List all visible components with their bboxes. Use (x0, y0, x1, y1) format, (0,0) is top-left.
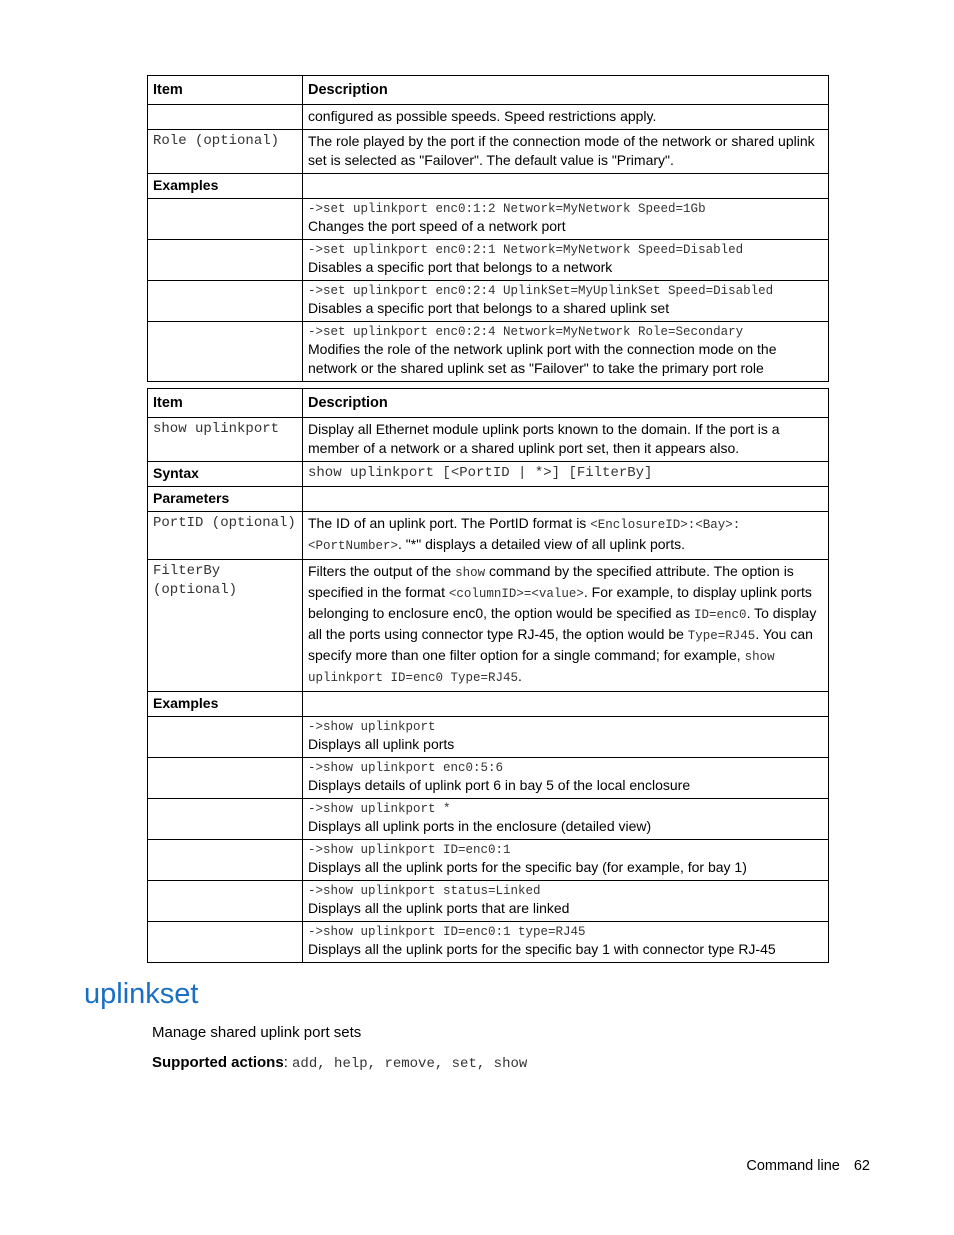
example-row (148, 799, 829, 840)
text: . To display all the ports using connector type RJ-45, the option would be (308, 605, 817, 642)
code: ID=enc0 (694, 608, 747, 622)
example-row (148, 840, 829, 881)
table-row (148, 174, 829, 199)
syntax-label: Syntax (148, 462, 303, 487)
actions-separator: : (283, 1054, 293, 1071)
code: <EnclosureID>:<Bay>:<PortNumber> (308, 518, 741, 553)
example-description: Disables a specific port that belongs to a shared uplink set (308, 300, 670, 316)
example-command: ->show uplinkport ID=enc0:1 type=RJ45 (308, 925, 586, 939)
example-command: ->set uplinkport enc0:2:4 Network=MyNetwork Role=Secondary (308, 325, 744, 339)
actions-label: Supported actions (152, 1054, 284, 1071)
example-cell (303, 240, 829, 281)
table-row (148, 512, 829, 560)
example-row (148, 881, 829, 922)
example-row (148, 322, 829, 382)
actions-value: add, help, remove, set, show (292, 1056, 528, 1072)
role-param: Role (optional) (148, 130, 303, 174)
example-description: Displays all the uplink ports for the specific bay 1 with connector type RJ-45 (308, 941, 776, 957)
text: command by the specified attribute. The option is specified in the format (308, 563, 794, 600)
description-cell (303, 174, 829, 199)
example-row (148, 199, 829, 240)
page-footer (746, 1158, 870, 1174)
set-uplinkport-table (147, 75, 829, 382)
example-description: Changes the port speed of a network port (308, 218, 566, 234)
code: <columnID>=<value> (448, 587, 584, 601)
example-cell (303, 922, 829, 963)
example-cell (303, 322, 829, 382)
role-description: The role played by the port if the connection mode of the network or shared uplink set is selected as "Failover". The default value is "Primary". (303, 130, 829, 174)
example-description: Disables a specific port that belongs to a network (308, 259, 613, 275)
example-command: ->show uplinkport (308, 720, 436, 734)
example-description: Modifies the role of the network uplink port with the connection mode on the network or the shared uplink set as "Failover" to take the primary port role (308, 341, 777, 376)
supported-actions (152, 1054, 527, 1072)
text: . You can specify more than one filter option for a single command; for example, (308, 626, 813, 663)
table-row (148, 560, 829, 692)
table-row (148, 692, 829, 717)
example-description: Displays all uplink ports (308, 736, 455, 752)
footer-section: Command line (746, 1158, 840, 1174)
section-title: uplinkset (84, 978, 199, 1010)
example-row (148, 758, 829, 799)
example-cell (303, 281, 829, 322)
example-description: Displays all uplink ports in the enclosure (detailed view) (308, 818, 652, 834)
portid-description (303, 512, 829, 560)
item-cell (148, 717, 303, 758)
table-row (148, 462, 829, 487)
text: The ID of an uplink port. The PortID format is (308, 515, 591, 531)
description-cell (303, 692, 829, 717)
portid-param: PortID (optional) (148, 512, 303, 560)
example-command: ->set uplinkport enc0:2:4 UplinkSet=MyUplinkSet Speed=Disabled (308, 284, 774, 298)
table-row (148, 105, 829, 130)
example-description: Displays details of uplink port 6 in bay 5 of the local enclosure (308, 777, 691, 793)
table-header-row (148, 389, 829, 418)
header-description: Description (303, 389, 829, 418)
text: . For example, to display uplink ports belonging to enclosure enc0, the option would be specified as (308, 584, 812, 621)
table-row (148, 487, 829, 512)
text: . "*" displays a detailed view of all uplink ports. (398, 536, 685, 552)
item-cell (148, 881, 303, 922)
item-cell (148, 799, 303, 840)
code: show (455, 566, 486, 580)
item-cell (148, 199, 303, 240)
example-cell (303, 840, 829, 881)
item-cell (148, 240, 303, 281)
text: . (518, 668, 522, 684)
example-description: Displays all the uplink ports for the specific bay (for example, for bay 1) (308, 859, 747, 875)
item-cell (148, 281, 303, 322)
text: Filters the output of the (308, 563, 456, 579)
example-cell (303, 881, 829, 922)
example-row (148, 281, 829, 322)
code: show uplinkport ID=enc0 Type=RJ45 (308, 650, 775, 685)
examples-label: Examples (148, 174, 303, 199)
example-command: ->show uplinkport * (308, 802, 451, 816)
example-row (148, 240, 829, 281)
header-description: Description (303, 76, 829, 105)
table-row (148, 418, 829, 462)
example-command: ->show uplinkport ID=enc0:1 (308, 843, 511, 857)
example-row (148, 922, 829, 963)
example-command: ->show uplinkport enc0:5:6 (308, 761, 504, 775)
filterby-description (303, 560, 829, 692)
code: Type=RJ45 (687, 629, 756, 643)
description-cell (303, 487, 829, 512)
item-cell (148, 105, 303, 130)
parameters-label: Parameters (148, 487, 303, 512)
table-header-row (148, 76, 829, 105)
header-item: Item (148, 76, 303, 105)
item-cell (148, 758, 303, 799)
syntax-value: show uplinkport [<PortID | *>] [FilterBy] (303, 462, 829, 487)
page-number: 62 (853, 1158, 870, 1174)
example-cell (303, 199, 829, 240)
command-item: show uplinkport (148, 418, 303, 462)
examples-label: Examples (148, 692, 303, 717)
example-command: ->set uplinkport enc0:1:2 Network=MyNetwork Speed=1Gb (308, 202, 706, 216)
header-item: Item (148, 389, 303, 418)
example-row (148, 717, 829, 758)
description-cell: configured as possible speeds. Speed restrictions apply. (303, 105, 829, 130)
example-cell (303, 758, 829, 799)
example-cell (303, 717, 829, 758)
example-command: ->set uplinkport enc0:2:1 Network=MyNetwork Speed=Disabled (308, 243, 744, 257)
command-description: Display all Ethernet module uplink ports known to the domain. If the port is a member of a network or a shared uplink port set, then it appears also. (303, 418, 829, 462)
example-description: Displays all the uplink ports that are linked (308, 900, 570, 916)
item-cell (148, 840, 303, 881)
filterby-param: FilterBy (optional) (148, 560, 303, 692)
show-uplinkport-table (147, 388, 829, 963)
example-command: ->show uplinkport status=Linked (308, 884, 541, 898)
item-cell (148, 322, 303, 382)
example-cell (303, 799, 829, 840)
section-description: Manage shared uplink port sets (152, 1024, 362, 1041)
item-cell (148, 922, 303, 963)
table-row (148, 130, 829, 174)
